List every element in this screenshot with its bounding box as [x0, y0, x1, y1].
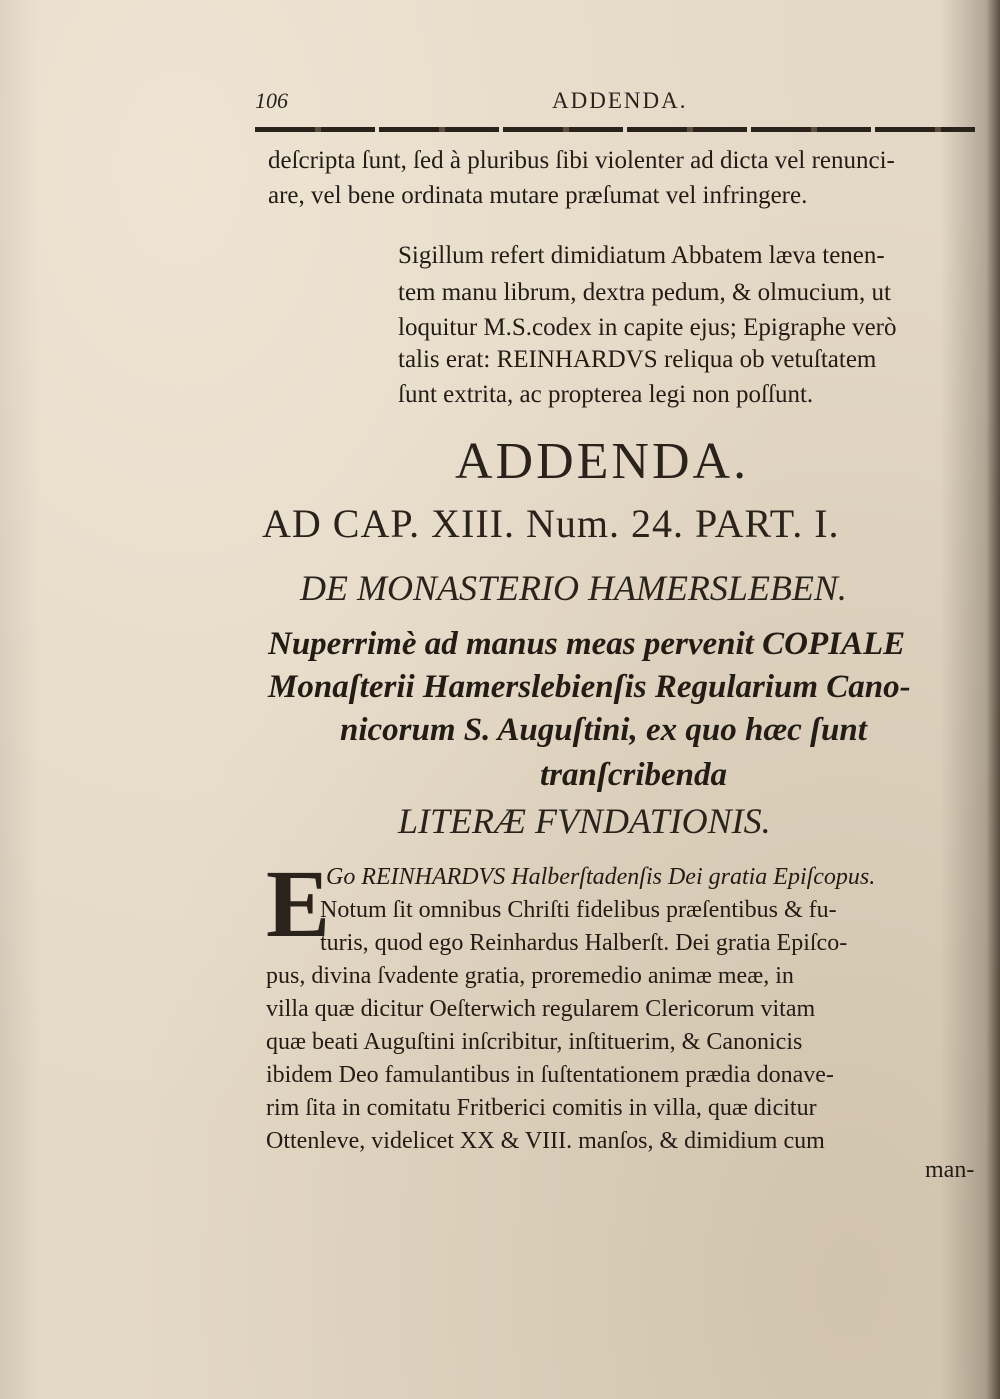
intro-line: deſcripta ſunt, ſed à pluribus ſibi violenter ad dicta vel renunci-	[268, 147, 895, 174]
intro-italic-line: tranſcribenda	[540, 757, 728, 793]
charter-first-line: Go REINHARDVS Halberſtadenſis Dei gratia Epiſcopus.	[326, 864, 876, 890]
seal-line: talis erat: REINHARDVS reliqua ob vetuſtatem	[398, 346, 877, 373]
binding-shadow	[986, 0, 1000, 1399]
intro-italic-line: Monaſterii Hamerslebienſis Regularium Cano-	[268, 669, 911, 705]
seal-line: ſunt extrita, ac propterea legi non poſſunt.	[398, 381, 814, 408]
literae-title: LITERÆ FVNDATIONIS.	[398, 801, 771, 841]
intro-line: are, vel bene ordinata mutare præſumat vel infringere.	[268, 182, 808, 209]
running-head	[255, 88, 975, 122]
charter-line: quæ beati Auguſtini inſcribitur, inſtituerim, & Canonicis	[266, 1029, 803, 1055]
charter-line: ibidem Deo famulantibus in ſuſtentationem prædia donave-	[266, 1062, 834, 1088]
page-number: 106	[255, 88, 288, 113]
addenda-heading: ADDENDA.	[455, 433, 750, 490]
charter-line: Ottenleve, videlicet XX & VIII. manſos, & dimidium cum	[266, 1128, 825, 1154]
charter-line: Notum ſit omnibus Chriſti fidelibus præſentibus & fu-	[320, 897, 837, 923]
catchword: man-	[925, 1157, 975, 1183]
monastery-heading: DE MONASTERIO HAMERSLEBEN.	[300, 568, 847, 608]
charter-line: rim ſita in comitatu Fritberici comitis in villa, quæ dicitur	[266, 1095, 817, 1121]
seal-line: loquitur M.S.codex in capite ejus; Epigraphe verò	[398, 314, 897, 341]
seal-line: Sigillum refert dimidiatum Abbatem læva tenen-	[398, 242, 885, 269]
charter-line: turis, quod ego Reinhardus Halberſt. Dei gratia Epiſco-	[320, 930, 848, 956]
running-title: ADDENDA.	[552, 88, 688, 113]
seal-line: tem manu librum, dextra pedum, & olmucium, ut	[398, 279, 891, 306]
intro-italic-line: nicorum S. Auguſtini, ex quo hæc ſunt	[340, 712, 867, 748]
drop-cap: E	[266, 850, 331, 957]
intro-italic-line: Nuperrimè ad manus meas pervenit COPIALE	[268, 626, 906, 662]
header-rule	[255, 127, 975, 132]
chapter-heading: AD CAP. XIII. Num. 24. PART. I.	[262, 501, 840, 546]
charter-line: pus, divina ſvadente gratia, proremedio animæ meæ, in	[266, 963, 794, 989]
charter-line: villa quæ dicitur Oeſterwich regularem Clericorum vitam	[266, 996, 816, 1022]
